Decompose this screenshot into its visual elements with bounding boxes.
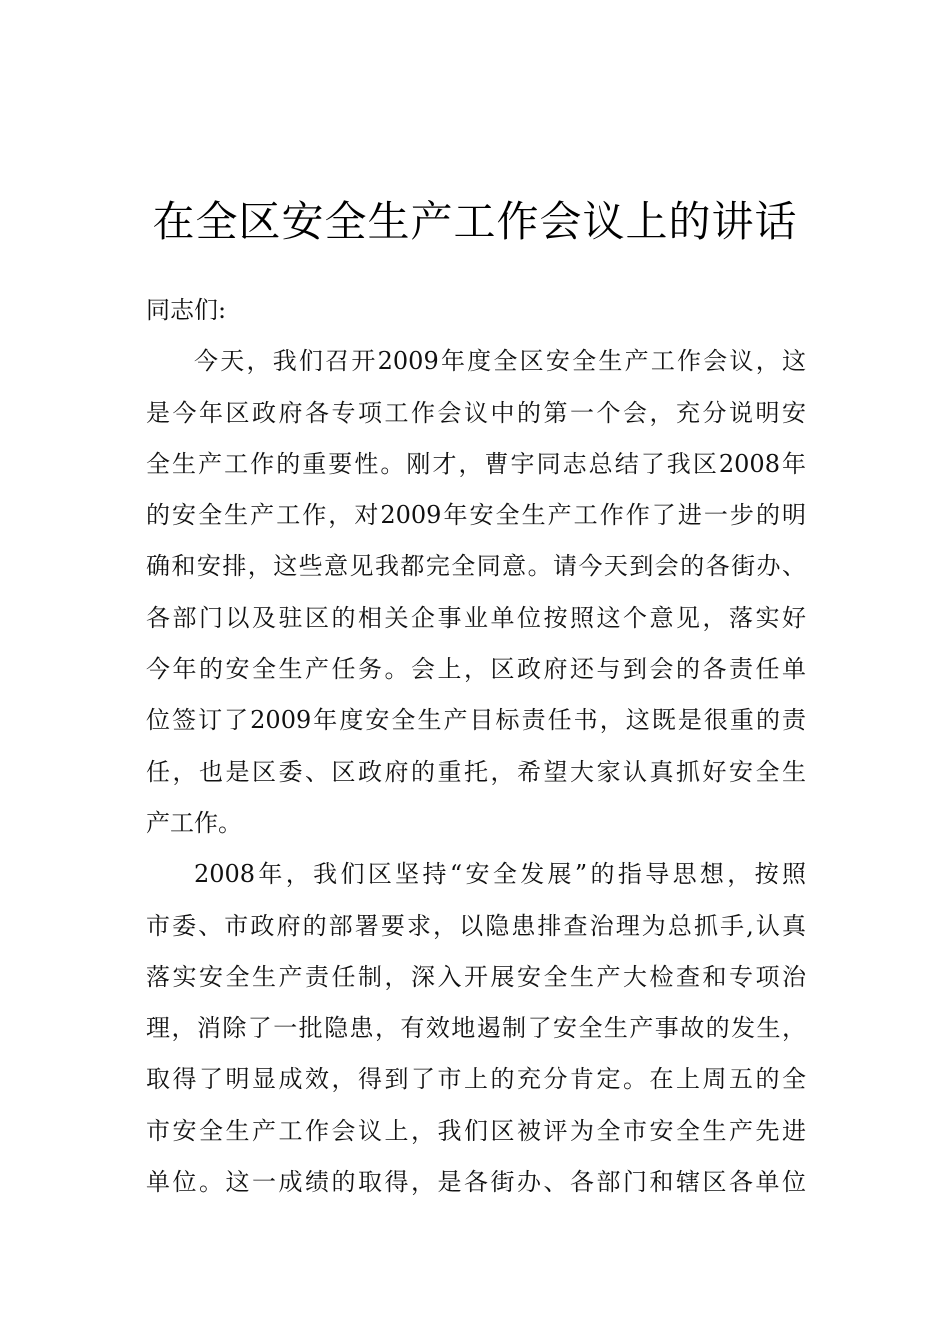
document-title: 在全区安全生产工作会议上的讲话 [152,197,798,246]
paragraph-line: 今年的安全生产任务。会上，区政府还与到会的各责任单 [146,655,806,684]
paragraph-line: 位签订了2009年度安全生产目标责任书，这既是很重的责 [146,706,806,735]
document-body [146,285,806,1208]
paragraph-line: 市委、市政府的部署要求，以隐患排查治理为总抓手,认真 [146,911,806,940]
paragraph-line: 2008年，我们区坚持“安全发展”的指导思想，按照 [194,860,806,889]
paragraph-line: 今天，我们召开2009年度全区安全生产工作会议，这 [194,347,806,376]
paragraph-line: 各部门以及驻区的相关企事业单位按照这个意见，落实好 [146,603,806,632]
paragraph-line: 取得了明显成效，得到了市上的充分肯定。在上周五的全 [146,1065,806,1094]
paragraph-line: 单位。这一成绩的取得，是各街办、各部门和辖区各单位 [146,1168,806,1197]
salutation: 同志们: [146,296,227,324]
paragraph-line: 产工作。 [146,808,242,837]
paragraph-line: 全生产工作的重要性。刚才，曹宇同志总结了我区2008年 [146,449,806,478]
paragraph-line: 是今年区政府各专项工作会议中的第一个会，充分说明安 [146,398,806,427]
paragraph-line: 市安全生产工作会议上，我们区被评为全市安全生产先进 [146,1116,806,1145]
paragraph-2 [146,849,806,1208]
paragraph-line: 的安全生产工作，对2009年安全生产工作作了进一步的明 [146,501,806,530]
paragraph-line: 任，也是区委、区政府的重托，希望大家认真抓好安全生 [146,757,806,786]
paragraph-1 [146,336,806,849]
paragraph-line: 理，消除了一批隐患，有效地遏制了安全生产事故的发生， [146,1014,806,1043]
paragraph-line: 确和安排，这些意见我都完全同意。请今天到会的各街办、 [146,552,806,581]
paragraph-line: 落实安全生产责任制，深入开展安全生产大检查和专项治 [146,962,806,991]
